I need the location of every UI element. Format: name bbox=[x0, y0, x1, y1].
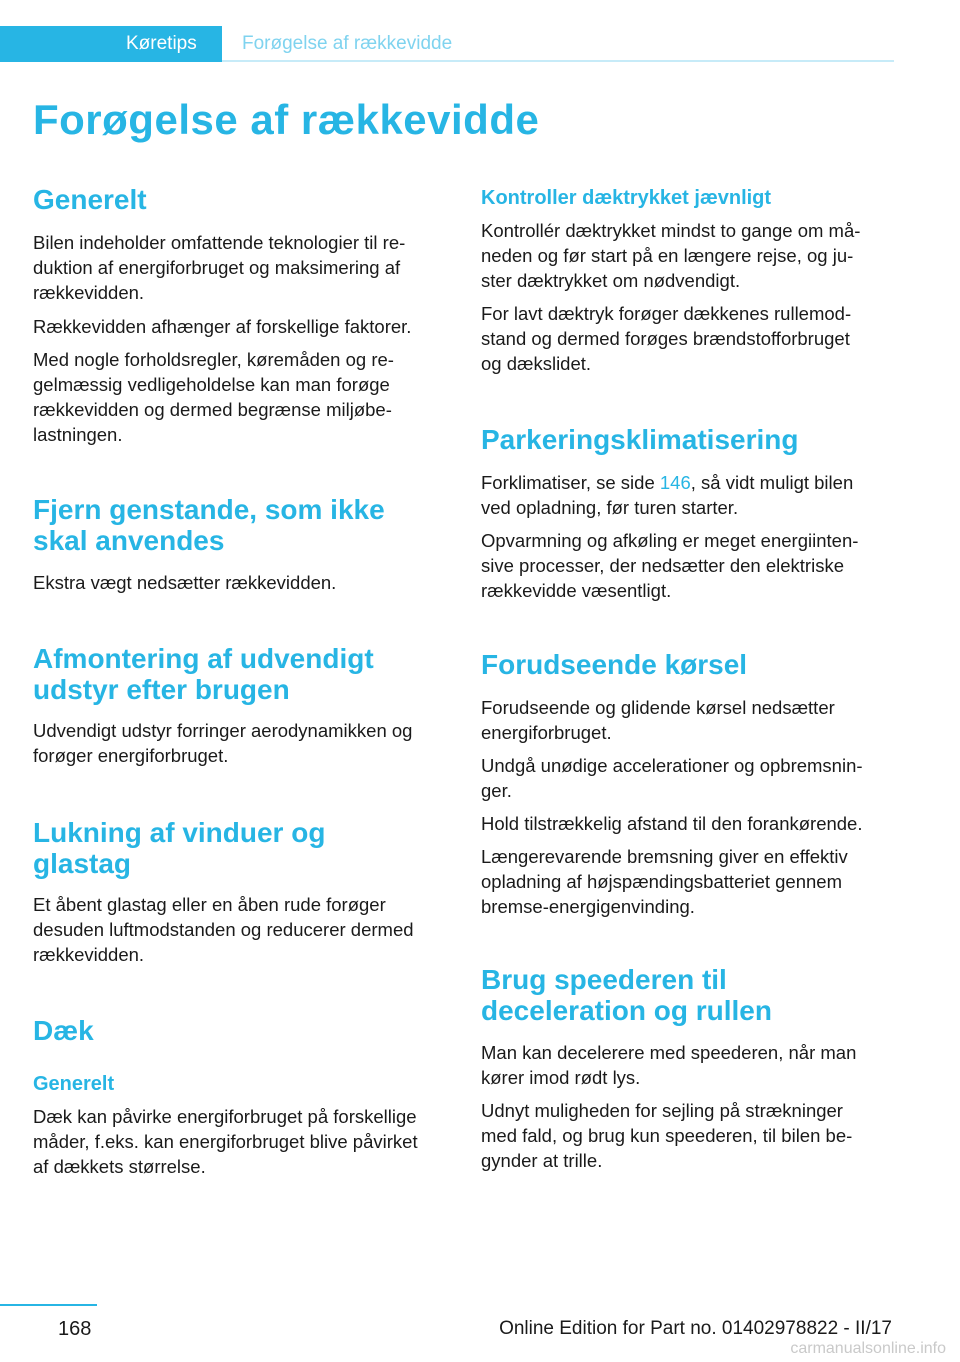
heading-fjern-line1: Fjern genstande, som ikke bbox=[33, 494, 385, 525]
text-line: af dækkets størrelse. bbox=[33, 1156, 206, 1177]
subheading-kontroller: Kontroller dæktrykket jævnligt bbox=[481, 187, 772, 209]
heading-brug-line1: Brug speederen til bbox=[481, 964, 727, 995]
text-line bbox=[481, 470, 853, 495]
heading-afmontering-line1: Afmontering af udvendigt bbox=[33, 643, 374, 674]
text-line: gelmæssig vedligeholdelse kan man forøge bbox=[33, 374, 390, 395]
text-line: neden og før start på en længere rejse, og ju‐ bbox=[481, 245, 854, 266]
text-line: Man kan decelerere med speederen, når man bbox=[481, 1042, 857, 1063]
text-line: Bilen indeholder omfattende teknologier til re‐ bbox=[33, 232, 406, 253]
text-line: ved opladning, før turen starter. bbox=[481, 497, 739, 518]
text-line: Hold tilstrækkelig afstand til den forankørende. bbox=[481, 813, 863, 834]
page-title: Forøgelse af rækkevidde bbox=[33, 96, 540, 143]
text-line: Et åbent glastag eller en åben rude forøger bbox=[33, 894, 386, 915]
footer-rule bbox=[0, 1304, 97, 1306]
text-line: rækkevidde væsentligt. bbox=[481, 580, 672, 601]
chapter-tab[interactable]: Køretips bbox=[0, 26, 222, 62]
text-line: rækkevidden. bbox=[33, 282, 145, 303]
text-line: stand og dermed forøges brændstofforbruget bbox=[481, 328, 850, 349]
text-line: ster dæktrykket om nødvendigt. bbox=[481, 270, 741, 291]
section-breadcrumb[interactable]: Forøgelse af rækkevidde bbox=[242, 33, 453, 54]
running-header bbox=[0, 26, 894, 62]
heading-parkeringsklimatisering: Parkeringsklimatisering bbox=[481, 424, 799, 455]
text-line: Opvarmning og afkøling er meget energiinten‐ bbox=[481, 530, 859, 551]
text-line: forøger energiforbruget. bbox=[33, 745, 229, 766]
text-line: Rækkevidden afhænger af forskellige faktorer. bbox=[33, 316, 412, 337]
watermark-text: carmanualsonline.info bbox=[790, 1340, 946, 1357]
text-line: rækkevidden. bbox=[33, 944, 145, 965]
heading-brug-line2: deceleration og rullen bbox=[481, 995, 772, 1026]
heading-forudseende: Forudseende kørsel bbox=[481, 649, 748, 680]
heading-generelt: Generelt bbox=[33, 184, 147, 215]
text-line: rækkevidden og dermed begrænse miljøbe‐ bbox=[33, 399, 392, 420]
text-line: og dækslidet. bbox=[481, 353, 592, 374]
text-line: energiforbruget. bbox=[481, 722, 612, 743]
edition-note: Online Edition for Part no. 01402978822 - II/17 bbox=[499, 1318, 892, 1339]
text-span: , så vidt muligt bilen bbox=[690, 472, 854, 493]
heading-fjern-line2: skal anvendes bbox=[33, 525, 225, 556]
text-line: bremse-energigenvinding. bbox=[481, 896, 695, 917]
heading-lukning-line1: Lukning af vinduer og bbox=[33, 817, 326, 848]
text-line: Med nogle forholdsregler, køremåden og re‐ bbox=[33, 349, 394, 370]
text-line: Udnyt muligheden for sejling på strækninger bbox=[481, 1100, 843, 1121]
text-line: Længerevarende bremsning giver en effektiv bbox=[481, 846, 848, 867]
text-line: duktion af energiforbruget og maksimering af bbox=[33, 257, 401, 278]
heading-lukning-line2: glastag bbox=[33, 848, 132, 879]
text-line: med fald, og brug kun speederen, til bilen be‐ bbox=[481, 1125, 853, 1146]
text-line: Ekstra vægt nedsætter rækkevidden. bbox=[33, 572, 337, 593]
text-line: kører imod rødt lys. bbox=[481, 1067, 641, 1088]
text-line: Undgå unødige accelerationer og opbremsnin‐ bbox=[481, 755, 863, 776]
text-line: gynder at trille. bbox=[481, 1150, 603, 1171]
text-line: sive processer, der nedsætter den elektriske bbox=[481, 555, 844, 576]
text-span: Forklimatiser, se side bbox=[481, 472, 660, 493]
text-line: lastningen. bbox=[33, 424, 123, 445]
subheading-daek-generelt: Generelt bbox=[33, 1073, 115, 1095]
text-line: Udvendigt udstyr forringer aerodynamikken og bbox=[33, 720, 413, 741]
text-line: Dæk kan påvirke energiforbruget på forskellige bbox=[33, 1106, 417, 1127]
page-reference-link[interactable]: 146 bbox=[659, 472, 691, 493]
text-line: Kontrollér dæktrykket mindst to gange om må‐ bbox=[481, 220, 861, 241]
text-line: For lavt dæktryk forøger dækkenes rullemod‐ bbox=[481, 303, 852, 324]
page-number: 168 bbox=[58, 1318, 92, 1340]
text-line: desuden luftmodstanden og reducerer dermed bbox=[33, 919, 414, 940]
text-line: ger. bbox=[481, 780, 512, 801]
text-line: Forudseende og glidende kørsel nedsætter bbox=[481, 697, 835, 718]
header-rule bbox=[222, 60, 894, 62]
text-line: opladning af højspændingsbatteriet gennem bbox=[481, 871, 842, 892]
heading-daek: Dæk bbox=[33, 1015, 94, 1046]
text-line: måder, f.eks. kan energiforbruget blive påvirket bbox=[33, 1131, 418, 1152]
heading-afmontering-line2: udstyr efter brugen bbox=[33, 674, 290, 705]
